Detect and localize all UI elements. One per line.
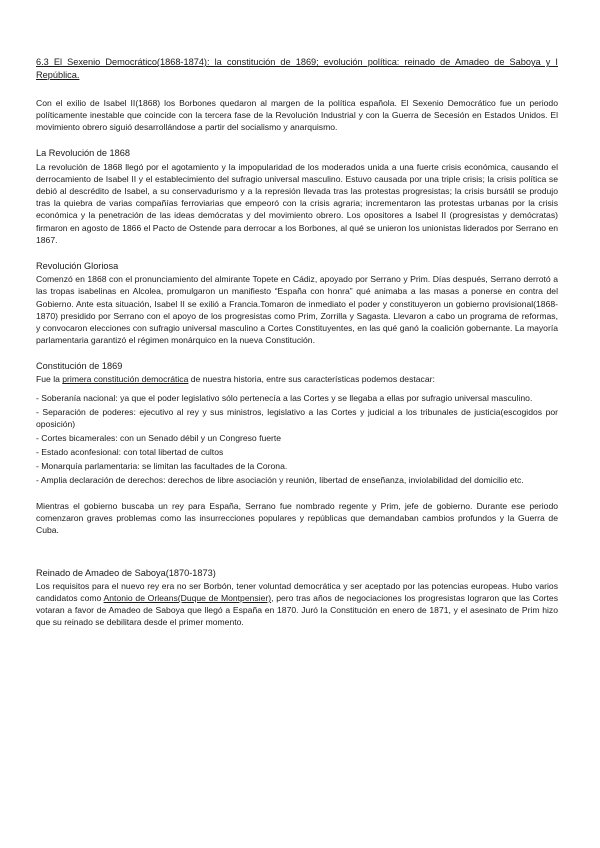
- montpensier-link[interactable]: Antonio de Orleans(Duque de Montpensier): [103, 593, 272, 604]
- constitucion-heading: Constitución de 1869: [36, 360, 123, 371]
- constitucion-lead-before: Fue la: [36, 374, 63, 385]
- list-item: - Soberanía nacional: ya que el poder legislativo sólo pertenecía a las Cortes y se llegaba a ellas por sufragio universal masculino.: [36, 392, 533, 403]
- list-item: - Cortes bicamerales: con un Senado débil y un Congreso fuerte: [36, 432, 282, 443]
- regencia-paragraph: Mientras el gobierno buscaba un rey para España, Serrano fue nombrado regente y Prim, jefe de gobierno. Durante ese periodo comenzaron graves problemas como las insurrecciones populares y repúblicas que demandaban cambios profundos y la Guerra de Cuba.: [36, 501, 558, 536]
- intro-paragraph: Con el exilio de Isabel II(1868) los Borbones quedaron al margen de la política española. El Sexenio Democrático fue un periodo políticamente inestable que coincide con la tercera fase de la Revolución Industrial y con la Guerra de Secesión en Estados Unidos. El movimiento obrero siguió desarrollándose a partir del socialismo y anarquismo.: [36, 98, 558, 133]
- amadeo-text-after: , pero tras años de negociaciones los progresistas lograron que las Cortes votaran a favor de Amadeo de Saboya que llegó a España en 1870. Juró la Constitución en enero de 1871, y el asesinato de Prim hizo que su reinado se debilitara desde el primer momento.: [36, 593, 558, 628]
- list-item: - Separación de poderes: ejecutivo al rey y sus ministros, legislativo a las Cortes y judicial a los tribunales de justicia(escogidos por oposición): [36, 406, 558, 429]
- revolucion-1868-section: [36, 147, 558, 245]
- revolucion-gloriosa-heading: Revolución Gloriosa: [36, 260, 119, 271]
- caracteristicas-list: [36, 392, 558, 487]
- revolucion-gloriosa-section: [36, 260, 558, 346]
- list-item: - Amplia declaración de derechos: derechos de libre asociación y reunión, libertad de enseñanza, inviolabilidad del domicilio etc.: [36, 475, 524, 486]
- amadeo-heading: Reinado de Amadeo de Saboya(1870-1873): [36, 567, 216, 578]
- list-item: - Estado aconfesional: con total libertad de cultos: [36, 446, 224, 457]
- amadeo-text-before: Los requisitos para el nuevo rey era no ser Borbón, tener voluntad democrática y ser aceptado por las potencias europeas. Hubo varios candidatos como: [36, 581, 558, 604]
- document-title: 6.3 El Sexenio Democrático(1868-1874): la constitución de 1869; evolución política: reinado de Amadeo de Saboya y I República.: [36, 57, 558, 80]
- revolucion-1868-heading: La Revolución de 1868: [36, 148, 130, 159]
- constitucion-lead: [36, 373, 558, 385]
- list-item: - Monarquía parlamentaria: se limitan las facultades de la Corona.: [36, 461, 288, 472]
- primera-constitucion-link[interactable]: primera constitución democrática: [62, 374, 189, 385]
- revolucion-1868-paragraph: La revolución de 1868 llegó por el agotamiento y la impopularidad de los moderados unida a una fuerte crisis económica, causando el derrocamiento de Isabel II y el establecimiento del sufragio universal masculino. Estuvo causada por una triple crisis; la crisis política se debió al descrédito de Isabel, a su conservadurismo y a la represión llevada tras las protestas progresistas; la crisis bursátil se produjo tras la quiebra de varias compañías ferroviarias que empeoró con la crisis agraria; incrementaron las protestas urbanas por la crisis económica y la penetración de las ideas demócratas y del movimiento obrero. Los opositores a Isabel II (progresistas y demócratas) firmaron en agosto de 1866 el Pacto de Ostende para derrocar a los Borbones, al qué se unieron los unionistas liderados por Serrano en 1867.: [36, 162, 558, 245]
- constitucion-section: [36, 360, 558, 537]
- section-spacer: [36, 551, 558, 567]
- amadeo-paragraph: [36, 580, 558, 628]
- amadeo-section: [36, 567, 558, 629]
- intro-section: [36, 97, 558, 133]
- revolucion-gloriosa-paragraph: Comenzó en 1868 con el pronunciamiento del almirante Topete en Cádiz, apoyado por Serrano y Prim. Días después, Serrano derrotó a las tropas isabelinas en Alcolea, promulgaron un manifiesto “España con honra” qué animaba a las masas a ponerse en contra del Gobierno. Ante esta situación, Isabel II se exilió a Francia.Tomaron de inmediato el poder y constituyeron un gobierno provisional(1868-1870) presidido por Serrano con el apoyo de los progresistas como Prim, Zorrilla y Sagasta. Llevaron a cabo un programa de reformas, y convocaron elecciones con sufragio universal masculino a Cortes Constituyentes, en las qué ganó la coalición gobernante. La mayoría parlamentaria garantizó el régimen monárquico en la nueva Constitución.: [36, 274, 558, 345]
- constitucion-lead-after: de nuestra historia, entre sus características podemos destacar:: [188, 374, 435, 385]
- document-page: [36, 56, 558, 642]
